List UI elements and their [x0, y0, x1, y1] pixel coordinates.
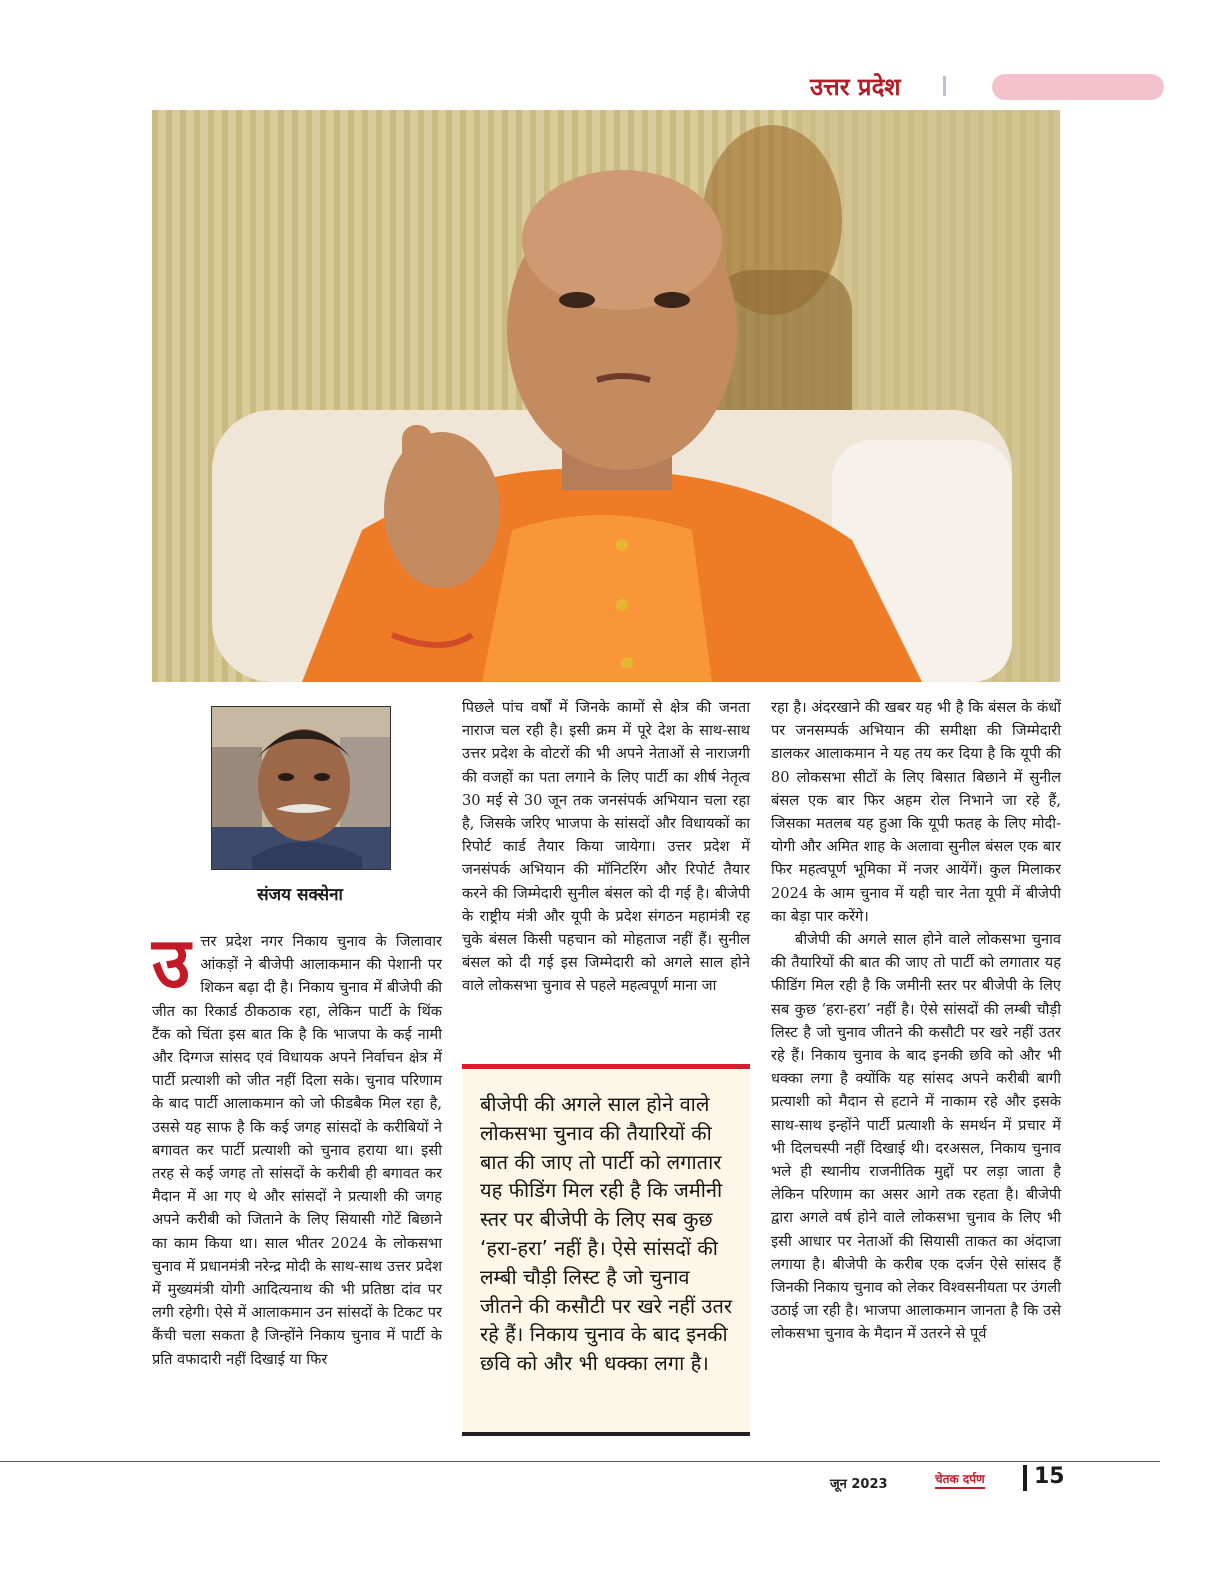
article-column-2 [462, 696, 750, 998]
footer-rule [0, 1461, 1160, 1462]
article-column-3 [771, 696, 1061, 1346]
author-name: संजय सक्सेना [257, 885, 343, 905]
drop-cap: उ [152, 922, 191, 1004]
section-title: उत्तर प्रदेश [810, 73, 901, 101]
pull-quote-top-rule [462, 1064, 750, 1069]
pull-quote-text: बीजेपी की अगले साल होने वाले लोकसभा चुनाव की तैयारियों की बात की जाए तो पार्टी को लगातार यह फीडिंग मिल रही है कि जमीनी स्तर पर बीजेपी के लिए सब कुछ ‘हरा-हरा’ नहीं है। ऐसे सांसदों की लम्बी चौड़ी लिस्ट है जो चुनाव जीतने की कसौटी पर खरे नहीं उतर रहे हैं। निकाय चुनाव के बाद इनकी छवि को और भी धक्का लगा है। [480, 1092, 733, 1376]
page-number-divider [1023, 1465, 1027, 1491]
pull-quote-bottom-rule [462, 1432, 750, 1436]
hero-photo [152, 110, 1060, 682]
issue-date: जून 2023 [830, 1477, 888, 1492]
article-paragraph: त्तर प्रदेश नगर निकाय चुनाव के जिलावार आंकड़ों ने बीजेपी आलाकमान की पेशानी पर शिकन बढ़ा दी है। निकाय चुनाव में बीजेपी की जीत का रिकार्ड ठीकठाक रहा, लेकिन पार्टी के थिंक टैंक को चिंता इस बात कि है कि भाजपा के कई नामी और दिग्गज सांसद एवं विधायक अपने निर्वाचन क्षेत्र में पार्टी प्रत्याशी को जीत नहीं दिला सके। चुनाव परिणाम के बाद पार्टी आलाकमान को जो फीडबैक मिल रहा है, उससे यह साफ है कि कई जगह सांसदों के करीबियों ने बगावत कर पार्टी प्रत्याशी को चुनाव हराया था। इसी तरह से कई जगह तो सांसदों के करीबी ही बगावत कर मैदान में आ गए थे और सांसदों ने प्रत्याशी की जगह अपने करीबी को जिताने के लिए सियासी गोटें बिछाने का काम किया था। साल भीतर 2024 के लोकसभा चुनाव में प्रधानमंत्री नरेन्द्र मोदी के साथ-साथ उत्तर प्रदेश में मुख्यमंत्री योगी आदित्यनाथ की भी प्रतिष्ठा दांव पर लगी रहेगी। ऐसे में आलाकमान उन सांसदों के टिकट पर कैंची चला सकता है जिन्होंने निकाय चुनाव में पार्टी के प्रति वफादारी नहीं दिखाई या फिर [152, 933, 442, 1368]
magazine-logo: चेतक दर्पण [935, 1470, 985, 1489]
article-paragraph: पिछले पांच वर्षों में जिनके कामों से क्षेत्र की जनता नाराज चल रही है। इसी क्रम में पूरे देश के साथ-साथ उत्तर प्रदेश के वोटरों की भी अपने नेताओं से नाराजगी की वजहों का पता लगाने के लिए पार्टी का शीर्ष नेतृत्व 30 मई से 30 जून तक जनसंपर्क अभियान चला रहा है, जिसके जरिए भाजपा के सांसदों और विधायकों का रिपोर्ट कार्ड तैयार किया जायेगा। उत्तर प्रदेश में जनसंपर्क अभियान की मॉनिटरिंग और रिपोर्ट तैयार करने की जिम्मेदारी सुनील बंसल को दी गई है। बीजेपी के राष्ट्रीय मंत्री और यूपी के प्रदेश संगठन महामंत्री रह चुके बंसल किसी पहचान को मोहताज नहीं हैं। सुनील बंसल को दी गई इस जिम्मेदारी को अगले साल होने वाले लोकसभा चुनाव से पहले महत्वपूर्ण माना जा [462, 699, 750, 995]
header-decorative-pill [992, 74, 1164, 100]
pull-quote-box [462, 1064, 750, 1436]
article-paragraph: रहा है। अंदरखाने की खबर यह भी है कि बंसल के कंधों पर जनसम्पर्क अभियान की समीक्षा की जिम्मेदारी डालकर आलाकमान ने यह तय कर दिया है कि यूपी की 80 लोकसभा सीटों के लिए बिसात बिछाने में सुनील बंसल एक बार फिर अहम रोल निभाने जा रहे हैं, जिसका मतलब यह हुआ कि यूपी फतह के लिए मोदी-योगी और अमित शाह के अलावा सुनील बंसल एक बार फिर महत्वपूर्ण भूमिका में नजर आयेंगें। कुल मिलाकर 2024 के आम चुनाव में यही चार नेता यूपी में बीजेपी का बेड़ा पार करेंगे। [771, 699, 1061, 925]
author-photo [211, 706, 391, 870]
article-paragraph: बीजेपी की अगले साल होने वाले लोकसभा चुनाव की तैयारियों की बात की जाए तो पार्टी को लगातार यह फीडिंग मिल रही है कि जमीनी स्तर पर बीजेपी के लिए सब कुछ ‘हरा-हरा’ नहीं है। ऐसे सांसदों की लम्बी चौड़ी लिस्ट है जो चुनाव जीतने की कसौटी पर खरे नहीं उतर रहे हैं। निकाय चुनाव के बाद इनकी छवि को और भी धक्का लगा है क्योंकि यह सांसद अपने करीबी बागी प्रत्याशी को मैदान से हटाने में नाकाम रहे और इसके साथ-साथ इन्होंने पार्टी प्रत्याशी के समर्थन में प्रचार में भी दिलचस्पी नहीं दिखाई थी। दरअसल, निकाय चुनाव भले ही स्थानीय राजनीतिक मुद्दों पर लड़ा जाता है लेकिन परिणाम का असर आगे तक रहता है। बीजेपी द्वारा अगले वर्ष होने वाले लोकसभा चुनाव के लिए भी इसी आधार पर नेताओं की सियासी ताकत का अंदाजा लगाया है। बीजेपी के करीब एक दर्जन ऐसे सांसद हैं जिनकी निकाय चुनाव को लेकर विश्वसनीयता पर उंगली उठाई जा रही है। भाजपा आलाकमान जानता है कि उसे लोकसभा चुनाव के मैदान में उतरने से पूर्व [771, 931, 1061, 1343]
page-number: 15 [1034, 1464, 1065, 1489]
header-separator [943, 76, 946, 96]
article-column-1 [152, 922, 442, 1371]
section-header [780, 68, 1180, 104]
